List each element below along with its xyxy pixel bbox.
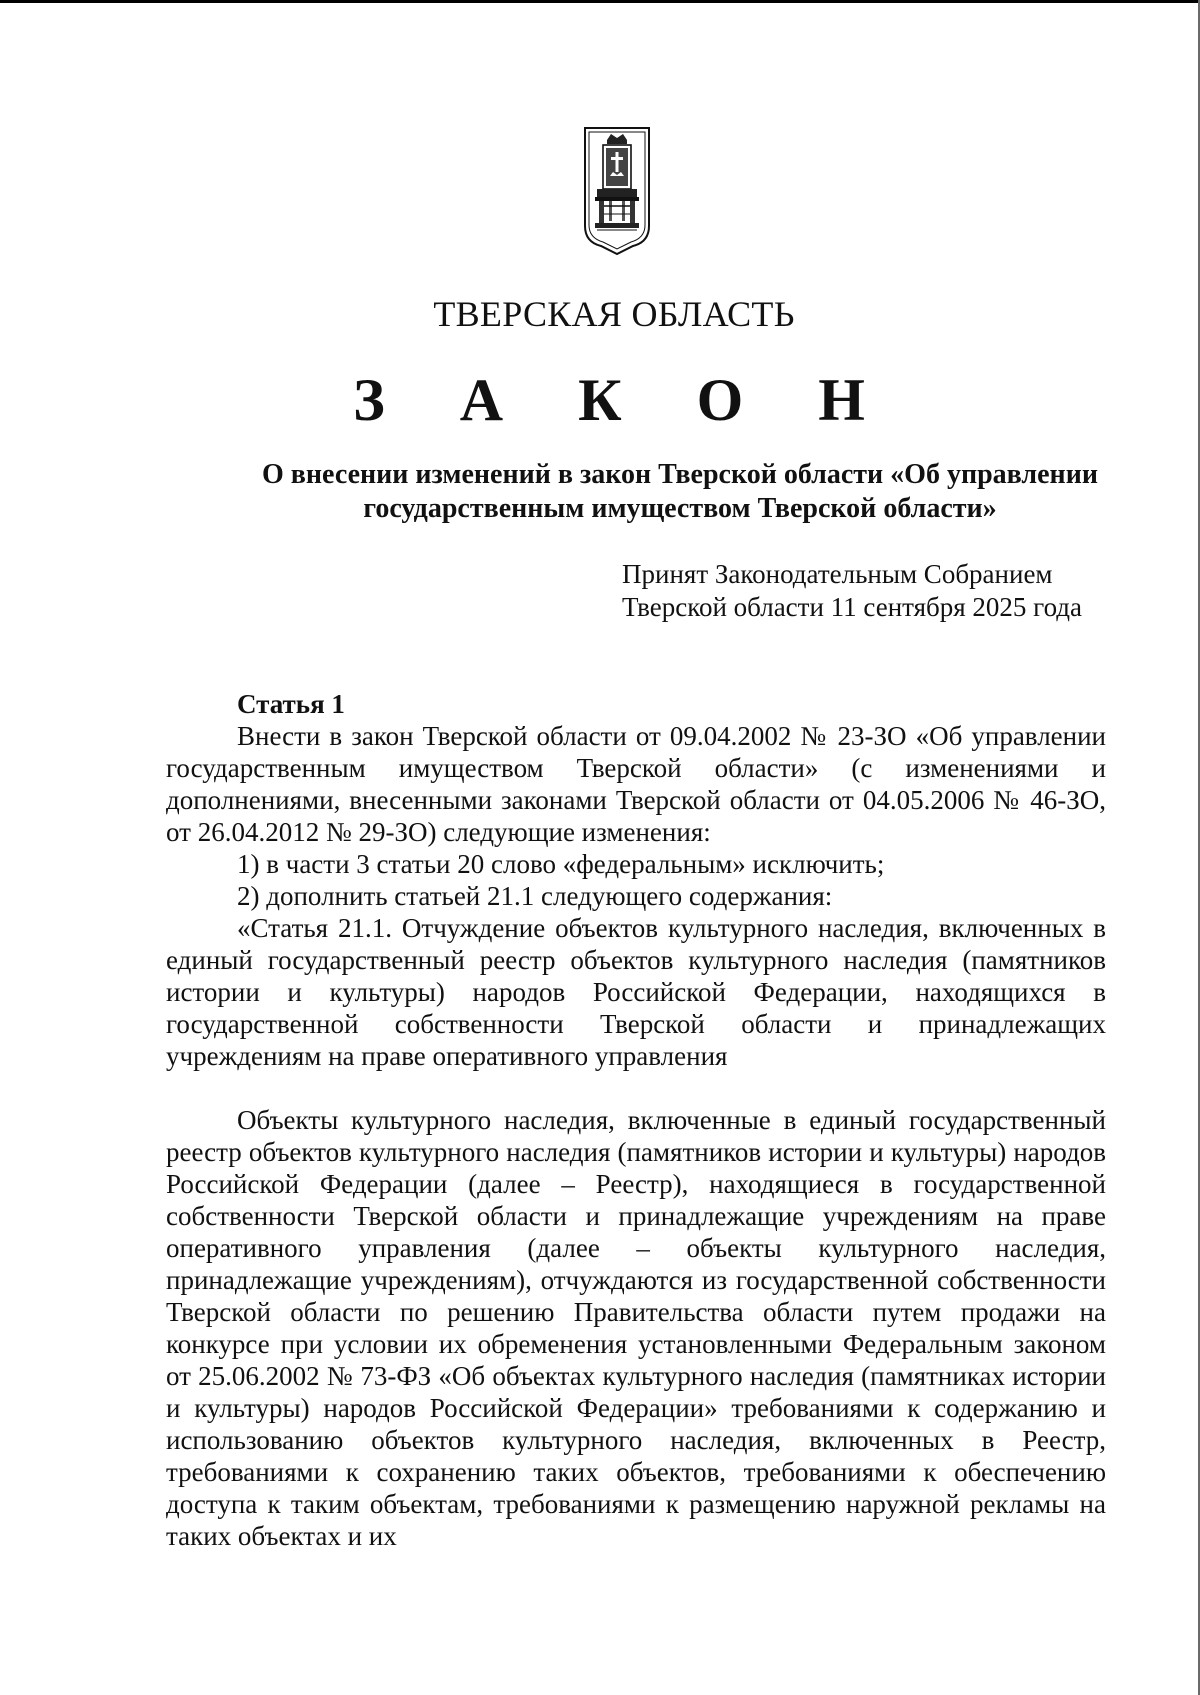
article-1-item-2: 2) дополнить статьей 21.1 следующего содержания: <box>237 881 833 911</box>
adoption-line-2: Тверской области 11 сентября 2025 года <box>622 592 1083 622</box>
article-1-heading: Статья 1 <box>237 689 345 719</box>
law-title-line-2: государственным имуществом Тверской области» <box>363 493 997 524</box>
tver-coat-of-arms-icon <box>583 126 651 256</box>
region-name: ТВЕРСКАЯ ОБЛАСТЬ <box>433 294 795 334</box>
law-title-line-1: О внесении изменений в закон Тверской области «Об управлении <box>262 459 1098 490</box>
document-body <box>166 688 1106 1552</box>
page-top-edge <box>0 0 1200 3</box>
article-1-item-1: 1) в части 3 статьи 20 слово «федеральным» исключить; <box>237 849 885 879</box>
document-type-heading: З А К О Н <box>353 367 895 433</box>
new-article-21-1-title: «Статья 21.1. Отчуждение объектов культурного наследия, включенных в единый государственный реестр объектов культурного наследия (памятников истории и культуры) народов Российской Федерации, находящихся в государственной собственности Тверской области и принадлежащих учреждениям на праве оперативного управления <box>166 913 1106 1071</box>
law-title <box>240 458 1120 526</box>
adoption-statement <box>622 558 1142 624</box>
article-1-intro: Внести в закон Тверской области от 09.04.2002 № 23-ЗО «Об управлении государственным имуществом Тверской области» (с изменениями и дополнениями, внесенными законами Тверской области от 04.05.2006 № 46-ЗО, от 26.04.2012 № 29-ЗО) следующие изменения: <box>166 721 1106 847</box>
paragraph-spacer <box>166 1072 1106 1104</box>
new-article-21-1-body: Объекты культурного наследия, включенные в единый государственный реестр объектов культурного наследия (памятников истории и культуры) народов Российской Федерации (далее – Реестр), находящиеся в государственной собственности Тверской области и принадлежащие учреждениям на праве оперативного управления (далее – объекты культурного наследия, принадлежащие учреждениям), отчуждаются из государственной собственности Тверской области по решению Правительства области путем продажи на конкурсе при условии их обременения установленными Федеральным законом от 25.06.2002 № 73-ФЗ «Об объектах культурного наследия (памятниках истории и культуры) народов Российской Федерации» требованиями к содержанию и использованию объектов культурного наследия, включенных в Реестр, требованиями к сохранению таких объектов, требованиями к обеспечению доступа к таким объектам, требованиями к размещению наружной рекламы на таких объектах и их <box>166 1105 1106 1551</box>
adoption-line-1: Принят Законодательным Собранием <box>622 559 1053 589</box>
